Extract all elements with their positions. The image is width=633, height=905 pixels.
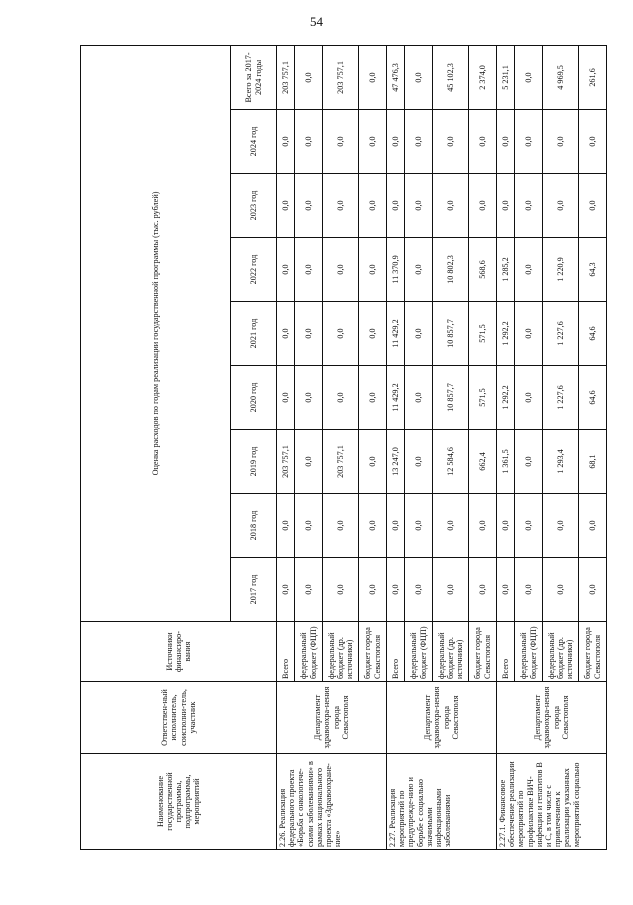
amount-cell: 0,0 — [405, 302, 433, 366]
amount-cell: 4 969,5 — [543, 45, 579, 109]
header-responsible: Ответствен-ный исполнитель, соисполни-тель, участник — [81, 682, 277, 754]
amount-cell: 0,0 — [323, 366, 359, 430]
amount-cell: 0,0 — [387, 110, 405, 174]
amount-cell: 1 227,6 — [543, 366, 579, 430]
amount-cell: 0,0 — [277, 366, 295, 430]
responsible-executor: Департамент здравоохра-нения города Севастополя — [387, 682, 497, 754]
amount-cell: 0,0 — [387, 494, 405, 558]
page-number: 54 — [310, 14, 323, 29]
amount-cell: 0,0 — [405, 558, 433, 622]
header-year: 2024 год — [231, 110, 277, 174]
amount-cell: 0,0 — [323, 494, 359, 558]
funding-source: федеральный бюджет (ФЦП) — [405, 622, 433, 682]
amount-cell: 10 857,7 — [433, 366, 469, 430]
amount-cell: 0,0 — [323, 238, 359, 302]
amount-cell: 571,5 — [469, 366, 497, 430]
amount-cell: 10 857,7 — [433, 302, 469, 366]
amount-cell: 0,0 — [497, 558, 515, 622]
amount-cell: 0,0 — [469, 110, 497, 174]
header-year: 2017 год — [231, 558, 277, 622]
table-row — [497, 45, 515, 849]
amount-cell: 0,0 — [515, 366, 543, 430]
funding-source: бюджет города Севастополя — [359, 622, 387, 682]
amount-cell: 0,0 — [323, 558, 359, 622]
amount-cell: 0,0 — [277, 110, 295, 174]
amount-cell: 0,0 — [323, 174, 359, 238]
amount-cell: 68,1 — [579, 430, 607, 494]
header-year: 2020 год — [231, 366, 277, 430]
amount-cell: 0,0 — [543, 494, 579, 558]
amount-cell: 0,0 — [277, 494, 295, 558]
amount-cell: 45 102,3 — [433, 45, 469, 109]
amount-cell: 0,0 — [543, 174, 579, 238]
amount-cell: 1 292,2 — [497, 366, 515, 430]
amount-cell: 0,0 — [469, 494, 497, 558]
funding-source: федеральный бюджет (др. источники) — [543, 622, 579, 682]
amount-cell: 2 374,0 — [469, 45, 497, 109]
header-name: Наименование государственной программы, подпрограммы, мероприятий — [81, 754, 277, 850]
amount-cell: 571,5 — [469, 302, 497, 366]
funding-source: федеральный бюджет (ФЦП) — [295, 622, 323, 682]
amount-cell: 1 293,4 — [543, 430, 579, 494]
amount-cell: 0,0 — [543, 558, 579, 622]
responsible-executor: Департамент здравоохра-нения города Севастополя — [497, 682, 607, 754]
funding-source: бюджет города Севастополя — [579, 622, 607, 682]
amount-cell: 47 476,3 — [387, 45, 405, 109]
amount-cell: 0,0 — [405, 110, 433, 174]
amount-cell: 0,0 — [469, 558, 497, 622]
amount-cell: 13 247,0 — [387, 430, 405, 494]
amount-cell: 0,0 — [277, 174, 295, 238]
amount-cell: 11 429,2 — [387, 366, 405, 430]
amount-cell: 0,0 — [323, 110, 359, 174]
amount-cell: 0,0 — [295, 174, 323, 238]
amount-cell: 0,0 — [579, 558, 607, 622]
amount-cell: 0,0 — [295, 302, 323, 366]
amount-cell: 0,0 — [295, 366, 323, 430]
amount-cell: 0,0 — [359, 238, 387, 302]
amount-cell: 0,0 — [543, 110, 579, 174]
amount-cell: 568,6 — [469, 238, 497, 302]
amount-cell: 12 584,6 — [433, 430, 469, 494]
amount-cell: 64,6 — [579, 302, 607, 366]
amount-cell: 0,0 — [405, 45, 433, 109]
amount-cell: 0,0 — [359, 558, 387, 622]
amount-cell: 0,0 — [295, 430, 323, 494]
amount-cell: 0,0 — [277, 238, 295, 302]
amount-cell: 662,4 — [469, 430, 497, 494]
activity-name: 2.27. Реализация мероприятий по предупрежде-нию и борьбе с социально значимыми инфекционными заболеваниями — [387, 754, 497, 850]
amount-cell: 10 802,3 — [433, 238, 469, 302]
amount-cell: 0,0 — [469, 174, 497, 238]
amount-cell: 0,0 — [433, 174, 469, 238]
amount-cell: 0,0 — [277, 558, 295, 622]
amount-cell: 0,0 — [497, 110, 515, 174]
amount-cell: 203 757,1 — [323, 45, 359, 109]
funding-source: Всего — [497, 622, 515, 682]
funding-source: бюджет города Севастополя — [469, 622, 497, 682]
table-row — [277, 45, 295, 849]
header-year: 2023 год — [231, 174, 277, 238]
amount-cell: 0,0 — [359, 494, 387, 558]
amount-cell: 0,0 — [497, 494, 515, 558]
amount-cell: 0,0 — [295, 494, 323, 558]
amount-cell: 0,0 — [515, 494, 543, 558]
amount-cell: 0,0 — [515, 302, 543, 366]
amount-cell: 1 285,2 — [497, 238, 515, 302]
header-year: Всего за 2017-2024 годы — [231, 45, 277, 109]
amount-cell: 0,0 — [359, 302, 387, 366]
header-year: 2021 год — [231, 302, 277, 366]
amount-cell: 0,0 — [359, 110, 387, 174]
amount-cell: 0,0 — [405, 494, 433, 558]
amount-cell: 0,0 — [515, 430, 543, 494]
amount-cell: 0,0 — [323, 302, 359, 366]
amount-cell: 1 220,9 — [543, 238, 579, 302]
amount-cell: 1 361,5 — [497, 430, 515, 494]
amount-cell: 0,0 — [497, 174, 515, 238]
amount-cell: 0,0 — [359, 45, 387, 109]
amount-cell: 0,0 — [295, 238, 323, 302]
header-source: Источники финансиро-вания — [81, 622, 277, 682]
funding-source: федеральный бюджет (др. источники) — [433, 622, 469, 682]
amount-cell: 0,0 — [295, 110, 323, 174]
amount-cell: 0,0 — [387, 558, 405, 622]
amount-cell: 0,0 — [277, 302, 295, 366]
amount-cell: 203 757,1 — [277, 430, 295, 494]
activity-name: 2.27.1. Финансовое обеспечение реализации мероприятий по профилактике ВИЧ-инфекции и гепатитов B и C, в том числе с привлечением к реализации указанных мероприятий социально — [497, 754, 607, 850]
table-body — [277, 45, 607, 849]
amount-cell: 0,0 — [515, 45, 543, 109]
amount-cell: 0,0 — [433, 558, 469, 622]
amount-cell: 0,0 — [359, 366, 387, 430]
amount-cell: 11 370,9 — [387, 238, 405, 302]
responsible-executor: Департамент здравоохра-нения города Севастополя — [277, 682, 387, 754]
amount-cell: 11 429,2 — [387, 302, 405, 366]
amount-cell: 1 292,2 — [497, 302, 515, 366]
funding-source: Всего — [387, 622, 405, 682]
amount-cell: 0,0 — [579, 174, 607, 238]
amount-cell: 0,0 — [579, 110, 607, 174]
amount-cell: 0,0 — [359, 174, 387, 238]
amount-cell: 64,6 — [579, 366, 607, 430]
amount-cell: 0,0 — [295, 558, 323, 622]
funding-source: Всего — [277, 622, 295, 682]
funding-source: федеральный бюджет (ФЦП) — [515, 622, 543, 682]
funding-source: федеральный бюджет (др. источники) — [323, 622, 359, 682]
amount-cell: 0,0 — [433, 494, 469, 558]
header-year: 2019 год — [231, 430, 277, 494]
amount-cell: 64,3 — [579, 238, 607, 302]
amount-cell: 0,0 — [515, 238, 543, 302]
amount-cell: 0,0 — [515, 174, 543, 238]
amount-cell: 0,0 — [405, 238, 433, 302]
rotated-table-container — [80, 46, 602, 850]
header-year: 2022 год — [231, 238, 277, 302]
table-row — [387, 45, 405, 849]
amount-cell: 0,0 — [295, 45, 323, 109]
amount-cell: 261,6 — [579, 45, 607, 109]
amount-cell: 203 757,1 — [323, 430, 359, 494]
amount-cell: 0,0 — [433, 110, 469, 174]
amount-cell: 203 757,1 — [277, 45, 295, 109]
amount-cell: 0,0 — [405, 366, 433, 430]
amount-cell: 1 227,6 — [543, 302, 579, 366]
header-year: 2018 год — [231, 494, 277, 558]
amount-cell: 0,0 — [359, 430, 387, 494]
amount-cell: 0,0 — [387, 174, 405, 238]
activity-name: 2.26. Реализация федерального проекта «Борьба с онкологиче-скими заболеваниями» в рамках национального проекта «Здравоохране-ние» — [277, 754, 387, 850]
amount-cell: 0,0 — [405, 430, 433, 494]
amount-cell: 0,0 — [515, 110, 543, 174]
amount-cell: 0,0 — [579, 494, 607, 558]
amount-cell: 5 231,1 — [497, 45, 515, 109]
header-group: Оценка расходов по годам реализации государственной программы (тыс. рублей) — [81, 45, 231, 621]
amount-cell: 0,0 — [405, 174, 433, 238]
financing-table — [80, 45, 607, 850]
amount-cell: 0,0 — [515, 558, 543, 622]
